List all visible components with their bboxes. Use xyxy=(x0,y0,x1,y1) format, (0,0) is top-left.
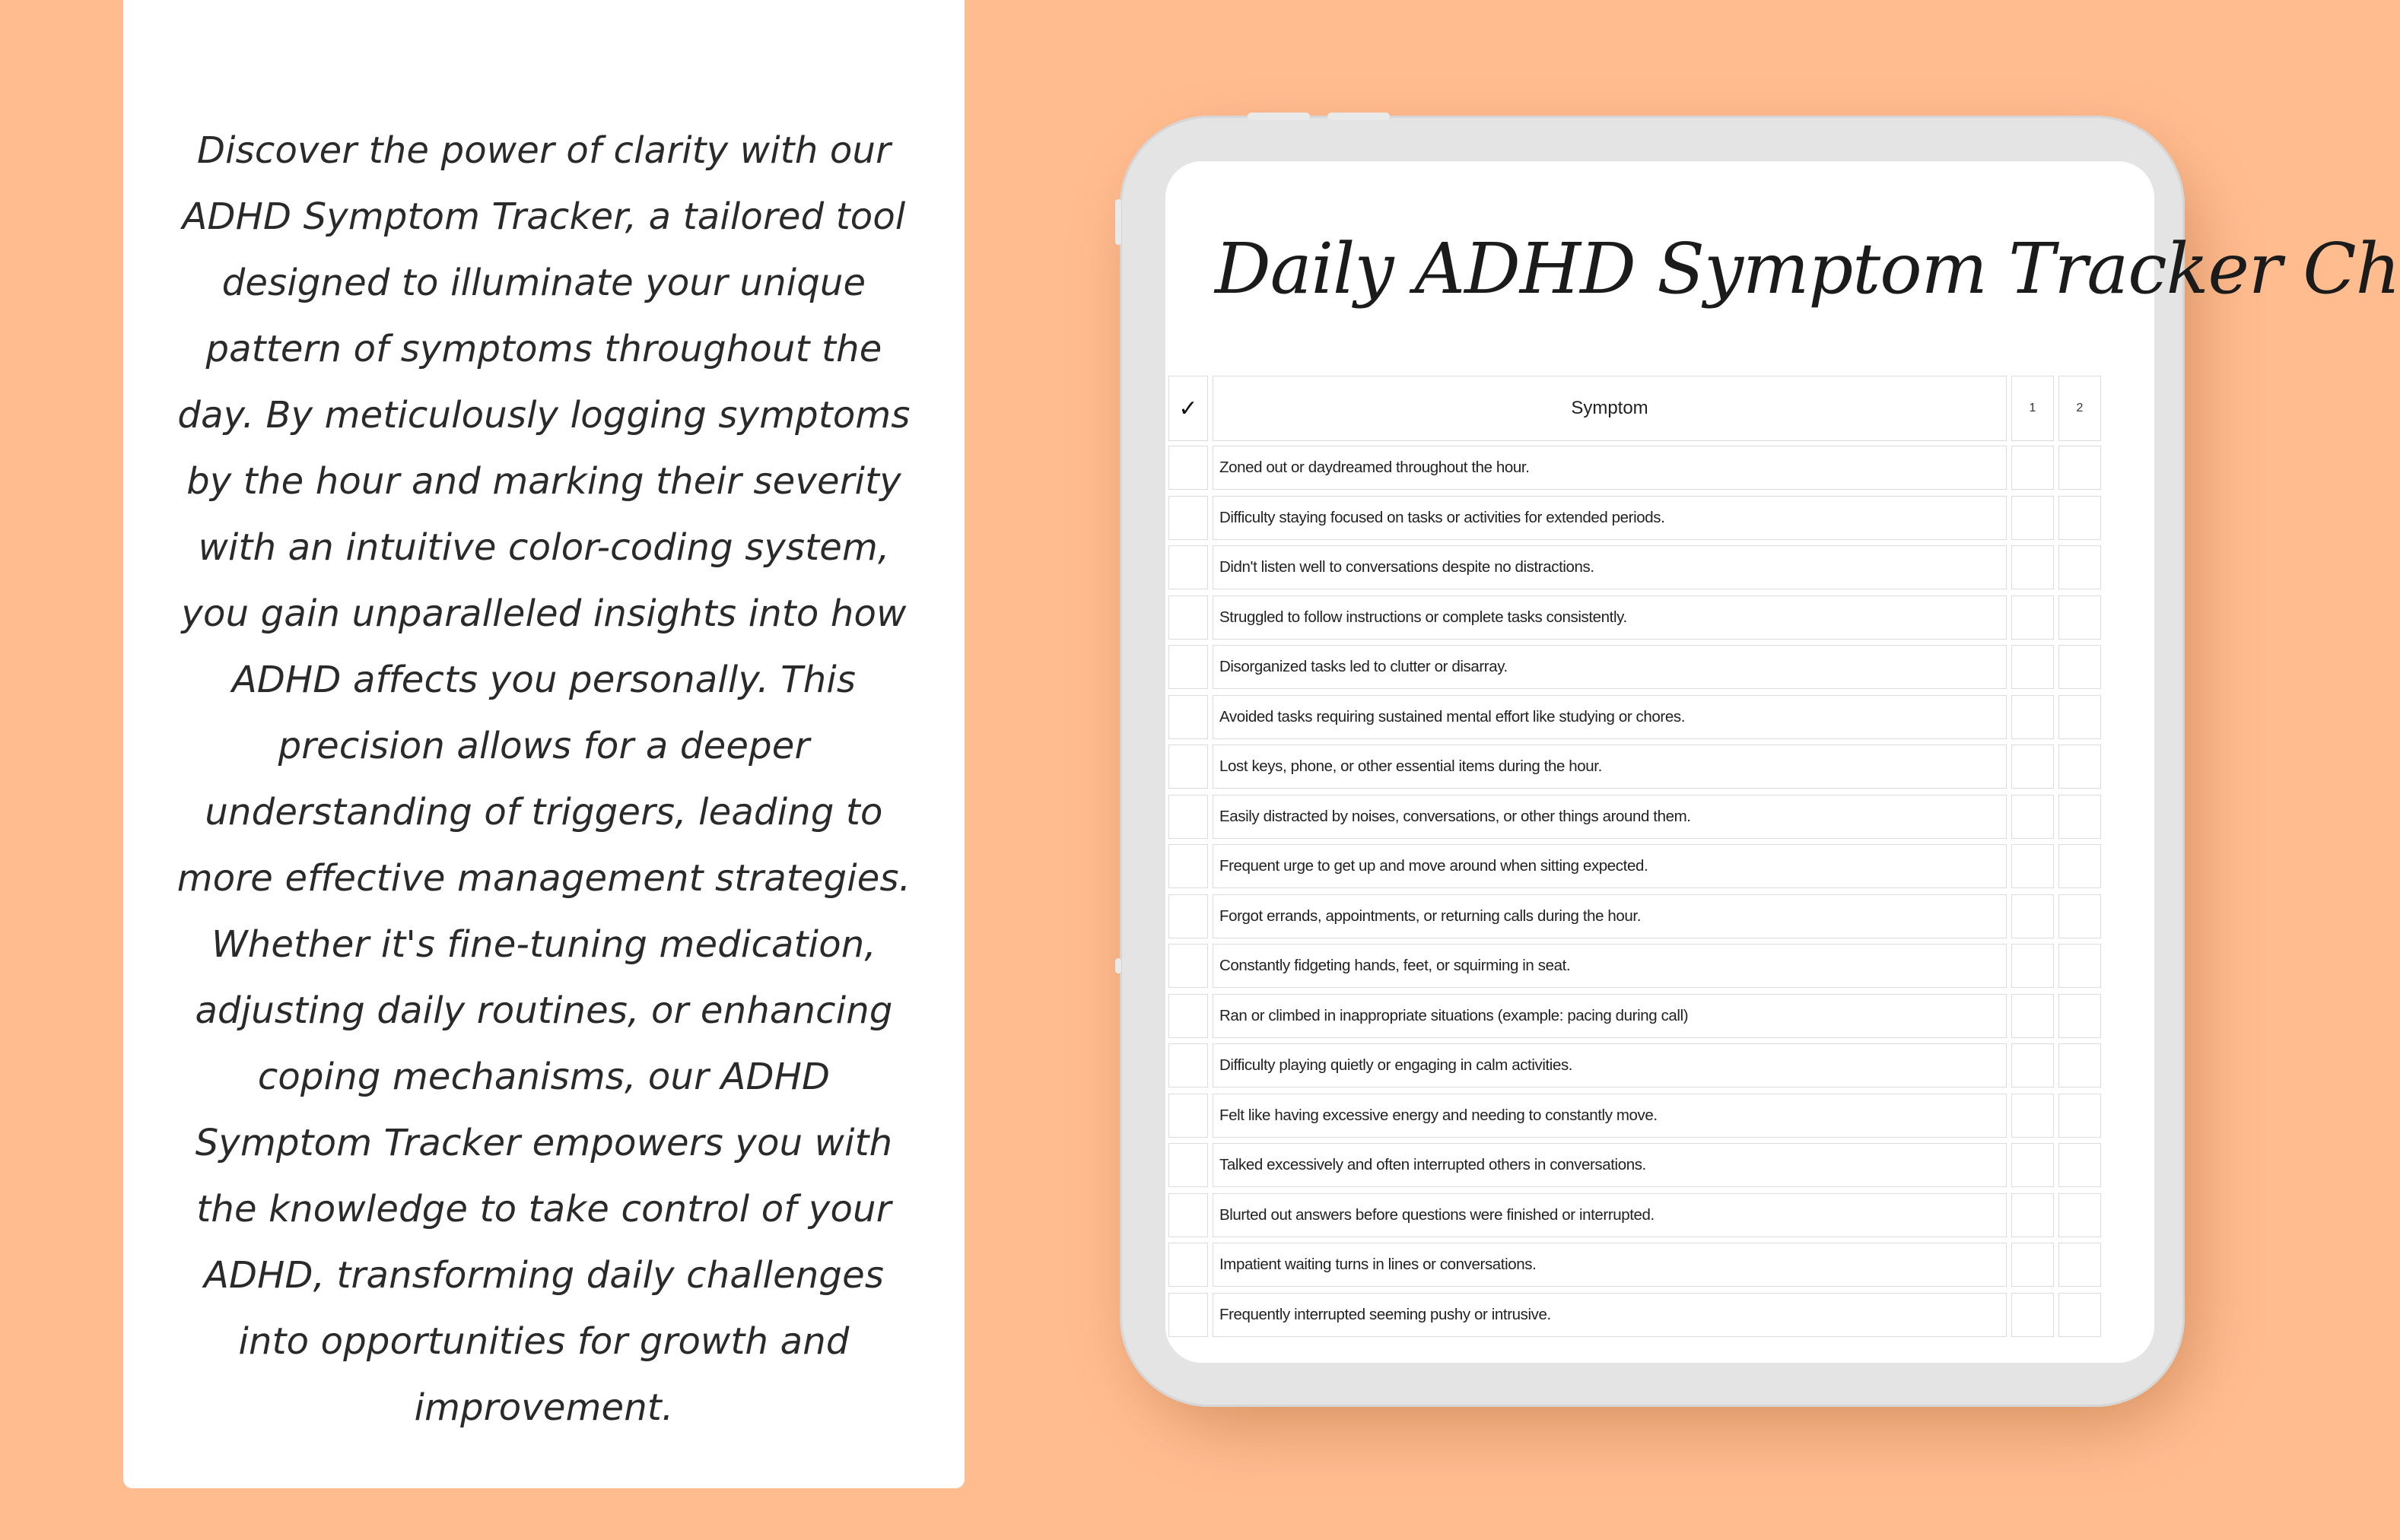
hour-cell[interactable] xyxy=(2058,446,2101,490)
symptom-checkbox[interactable] xyxy=(1168,1143,1208,1187)
symptom-checkbox[interactable] xyxy=(1168,1043,1208,1088)
hour-cell[interactable] xyxy=(2011,1143,2054,1187)
symptom-checkbox[interactable] xyxy=(1168,1293,1208,1337)
symptom-checkbox[interactable] xyxy=(1168,844,1208,888)
symptom-label: Frequently interrupted seeming pushy or intrusive. xyxy=(1213,1293,2007,1337)
description-card xyxy=(123,0,965,1488)
symptom-rows xyxy=(1168,446,2233,1342)
hour-cell[interactable] xyxy=(2011,1193,2054,1237)
hour-cell[interactable] xyxy=(2058,595,2101,640)
table-row xyxy=(1168,1243,2233,1293)
tablet-volume-button xyxy=(1327,113,1390,120)
table-row xyxy=(1168,944,2233,994)
tablet-screen xyxy=(1165,161,2400,1363)
symptom-column-header: Symptom xyxy=(1213,376,2007,441)
symptom-checkbox[interactable] xyxy=(1168,545,1208,589)
hour-column-header: 1 xyxy=(2011,376,2054,441)
hour-cell[interactable] xyxy=(2058,994,2101,1038)
symptom-checkbox[interactable] xyxy=(1168,496,1208,540)
hour-cell[interactable] xyxy=(2011,944,2054,988)
hour-cell[interactable] xyxy=(2058,944,2101,988)
table-row xyxy=(1168,1094,2233,1144)
hour-cell[interactable] xyxy=(2011,545,2054,589)
hour-cell[interactable] xyxy=(2011,844,2054,888)
hour-cell[interactable] xyxy=(2058,1243,2101,1287)
hour-cell[interactable] xyxy=(2011,496,2054,540)
hour-cell[interactable] xyxy=(2058,545,2101,589)
symptom-checkbox[interactable] xyxy=(1168,1094,1208,1138)
symptom-checkbox[interactable] xyxy=(1168,595,1208,640)
table-row xyxy=(1168,595,2233,646)
symptom-label: Constantly fidgeting hands, feet, or squirming in seat. xyxy=(1213,944,2007,988)
symptom-table xyxy=(1168,376,2233,1342)
symptom-checkbox[interactable] xyxy=(1168,695,1208,739)
table-row xyxy=(1168,894,2233,945)
table-row xyxy=(1168,645,2233,695)
hour-cell[interactable] xyxy=(2058,496,2101,540)
symptom-label: Blurted out answers before questions were finished or interrupted. xyxy=(1213,1193,2007,1237)
symptom-checkbox[interactable] xyxy=(1168,994,1208,1038)
table-row xyxy=(1168,1043,2233,1094)
table-row xyxy=(1168,1193,2233,1243)
symptom-checkbox[interactable] xyxy=(1168,446,1208,490)
symptom-label: Disorganized tasks led to clutter or disarray. xyxy=(1213,645,2007,689)
table-row xyxy=(1168,1143,2233,1193)
hour-cell[interactable] xyxy=(2011,1094,2054,1138)
symptom-checkbox[interactable] xyxy=(1168,1193,1208,1237)
symptom-label: Avoided tasks requiring sustained mental effort like studying or chores. xyxy=(1213,695,2007,739)
symptom-label: Forgot errands, appointments, or returning calls during the hour. xyxy=(1213,894,2007,938)
tablet-side-button xyxy=(1115,199,1121,245)
hour-cell[interactable] xyxy=(2011,994,2054,1038)
symptom-checkbox[interactable] xyxy=(1168,944,1208,988)
table-row xyxy=(1168,795,2233,845)
symptom-checkbox[interactable] xyxy=(1168,795,1208,839)
hour-cell[interactable] xyxy=(2058,745,2101,789)
hour-cell[interactable] xyxy=(2058,1293,2101,1337)
table-header-row xyxy=(1168,376,2233,446)
symptom-label: Struggled to follow instructions or complete tasks consistently. xyxy=(1213,595,2007,640)
hour-cell[interactable] xyxy=(2058,1043,2101,1088)
table-row xyxy=(1168,695,2233,745)
symptom-label: Impatient waiting turns in lines or conversations. xyxy=(1213,1243,2007,1287)
symptom-checkbox[interactable] xyxy=(1168,745,1208,789)
check-column-header: ✓ xyxy=(1168,376,1208,441)
hour-cell[interactable] xyxy=(2011,1243,2054,1287)
hour-cell[interactable] xyxy=(2058,1193,2101,1237)
table-row xyxy=(1168,496,2233,546)
symptom-label: Ran or climbed in inappropriate situations (example: pacing during call) xyxy=(1213,994,2007,1038)
hour-cell[interactable] xyxy=(2058,1143,2101,1187)
product-description: Discover the power of clarity with our ADHD Symptom Tracker, a tailored tool designed to illuminate your unique pattern of symptoms throughout the day. By meticulously logging symptoms by the hour and marking their severity with an intuitive color-coding system, you gain unparalleled insights into how ADHD affects you personally. This precision allows for a deeper understanding of triggers, leading to more effective management strategies. Whether it's fine-tuning medication, adjusting daily routines, or enhancing coping mechanisms, our ADHD Symptom Tracker empowers you with the knowledge to take control of your ADHD, transforming daily challenges into opportunities for growth and improvement. xyxy=(176,129,911,1429)
hour-cell[interactable] xyxy=(2011,645,2054,689)
symptom-label: Difficulty playing quietly or engaging in calm activities. xyxy=(1213,1043,2007,1088)
symptom-label: Didn't listen well to conversations despite no distractions. xyxy=(1213,545,2007,589)
hour-column-header: 2 xyxy=(2058,376,2101,441)
hour-cell[interactable] xyxy=(2011,745,2054,789)
symptom-label: Felt like having excessive energy and needing to constantly move. xyxy=(1213,1094,2007,1138)
tracker-title: Daily ADHD Symptom Tracker Ch xyxy=(1215,228,2400,310)
table-row xyxy=(1168,545,2233,595)
symptom-checkbox[interactable] xyxy=(1168,645,1208,689)
symptom-label: Easily distracted by noises, conversations, or other things around them. xyxy=(1213,795,2007,839)
tablet-volume-button xyxy=(1248,113,1310,120)
hour-cell[interactable] xyxy=(2011,1043,2054,1088)
hour-cell[interactable] xyxy=(2058,844,2101,888)
table-row xyxy=(1168,745,2233,795)
symptom-checkbox[interactable] xyxy=(1168,894,1208,938)
symptom-label: Lost keys, phone, or other essential items during the hour. xyxy=(1213,745,2007,789)
symptom-checkbox[interactable] xyxy=(1168,1243,1208,1287)
symptom-label: Frequent urge to get up and move around when sitting expected. xyxy=(1213,844,2007,888)
hour-cell[interactable] xyxy=(2058,695,2101,739)
hour-cell[interactable] xyxy=(2058,1094,2101,1138)
hour-cell[interactable] xyxy=(2011,795,2054,839)
symptom-label: Difficulty staying focused on tasks or activities for extended periods. xyxy=(1213,496,2007,540)
hour-cell[interactable] xyxy=(2058,894,2101,938)
hour-cell[interactable] xyxy=(2058,645,2101,689)
hour-cell[interactable] xyxy=(2011,695,2054,739)
table-row xyxy=(1168,446,2233,496)
hour-cell[interactable] xyxy=(2011,446,2054,490)
table-row xyxy=(1168,844,2233,894)
tablet-side-button xyxy=(1115,958,1121,973)
table-row xyxy=(1168,994,2233,1044)
hour-cell[interactable] xyxy=(2058,795,2101,839)
symptom-label: Talked excessively and often interrupted others in conversations. xyxy=(1213,1143,2007,1187)
symptom-label: Zoned out or daydreamed throughout the hour. xyxy=(1213,446,2007,490)
hour-cell[interactable] xyxy=(2011,1293,2054,1337)
hour-cell[interactable] xyxy=(2011,595,2054,640)
table-row xyxy=(1168,1293,2233,1343)
hour-cell[interactable] xyxy=(2011,894,2054,938)
